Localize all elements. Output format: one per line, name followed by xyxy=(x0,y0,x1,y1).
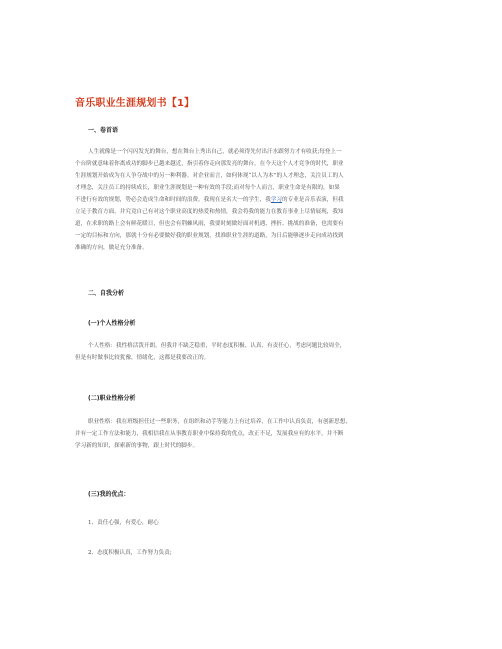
paragraph-line: 立足于教育方面，并究竟自己有对这个职业高度的热爱和热情，我会将我的能力在教育事业上尽情展现，我知 xyxy=(75,209,344,215)
section-heading-preface: 一、卷首语 xyxy=(88,127,119,134)
paragraph-line: 才理念，关注员工的持续成长，职业生涯规划是一种有效的手段;而对每个人而言，职业生命是有限的，如果 xyxy=(75,185,340,191)
paragraph-line-with-link xyxy=(75,196,344,204)
section-heading-self-analysis: 二、自我分析 xyxy=(88,290,125,297)
paragraph-line: 道，在求职的路上会有鲜花暖日，但也会有荆棘风雨，我要时刻做好面对机遇、挫折、挑战的准备，也需要有 xyxy=(75,221,344,227)
paragraph-line: 学习新的知识，探索新的事物，跟上时代的脚步。 xyxy=(75,443,199,449)
paragraph-text: 的专业是音乐表演，但我 xyxy=(282,197,344,203)
study-link[interactable]: 学习 xyxy=(270,197,282,203)
paragraph-line: 但是有时做事比较犹豫，情绪化，这都是我要改正的。 xyxy=(75,355,210,361)
paragraph-text: 不进行有效的规划，势必会造成生命和时间的浪费。我现在是名大一的学生，我 xyxy=(75,197,271,203)
subsection-heading-career-personality: (二)职业性格分析 xyxy=(88,395,136,402)
paragraph-line: 一定的目标和方向，那就十分有必要做好我的职业规划，找准职业生涯的道路，为日后能够逐步走向成功找到 xyxy=(75,233,344,239)
subsection-heading-strengths: (三)我的优点： xyxy=(88,491,130,498)
paragraph-line: 个台阶就意味着你离成功的脚步已越来越近，指引着你走向那发亮的舞台。在今天这个人才竞争的时代，职业 xyxy=(75,161,344,167)
paragraph-line: 准确的方向，做足充分准备。 xyxy=(75,245,148,251)
list-item: 1、责任心强，有爱心，耐心 xyxy=(88,520,159,526)
subsection-heading-personality: (一)个人性格分析 xyxy=(88,320,136,327)
paragraph-line: 生涯规划开始成为在人争夺战中的另一种利器。对企业而言，如何体现“以人为本”的人才理念，关注员工的人 xyxy=(75,173,344,179)
paragraph-line: 并有一定工作方法和能力，我相信我在从事教育职业中保持我的优点，改正不足，发展我应有的水平，并不断 xyxy=(75,431,344,437)
paragraph-line: 职业性格：我在班级担任过一些职务，在组织和动手等能力上有过培养，在工作中认真负责，有创新思想， xyxy=(88,419,351,425)
list-item: 2、态度积极认真，工作努力负责; xyxy=(88,550,172,556)
document-title: 音乐职业生涯规划书【1】 xyxy=(75,98,195,109)
paragraph-line: 个人性格：我性格活泼开朗，但我并不缺乏稳重，平时态度积极、认真，有责任心，考虑问题比较周全， xyxy=(88,343,346,349)
paragraph-line: 人生就像是一个闪闪发光的舞台，想在舞台上秀出自己，就必须得先付出汗水跟努力才有收获;每登上一 xyxy=(88,149,342,155)
